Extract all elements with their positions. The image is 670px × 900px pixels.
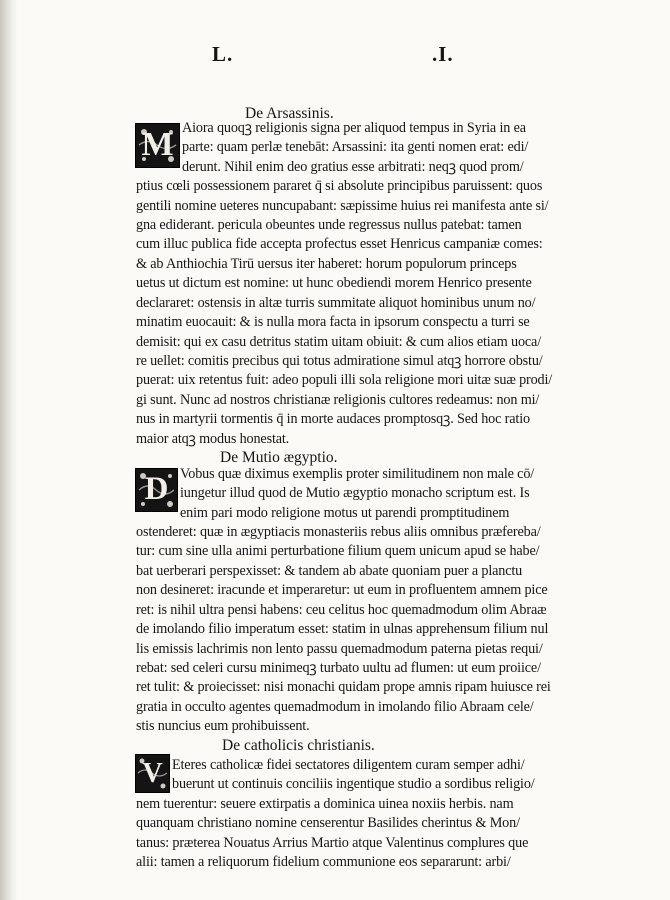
text-line: Aiora quoqꝫ religionis signa per aliquod tempus in Syria in ea (182, 119, 526, 136)
text-line: maior atqꝫ modus honestat. (136, 430, 290, 447)
text-line: bat uerberari perspexisset: & tandem ab abate quoniam puer a planctu (136, 562, 523, 579)
text-line: rebat: sed celeri cursu minimeqꝫ turbato uultu ad flumen: ut eum proiice/ (136, 659, 541, 676)
text-line: ostenderet: quæ in ægyptiacis monasteriis rebus aliis omnibus præfereba/ (136, 524, 541, 540)
text-line: & ab Anthiochia Tirū uersus iter haberet: horum populorum princeps (136, 255, 517, 272)
text-line: minatim euocauit: & is nulla mora facta in ipsorum conspectu a turri se (136, 314, 530, 331)
text-line: gentili nomine ueteres nuncupabant: sæpissime huius rei manifesta ante si/ (136, 197, 549, 214)
text-line: demisit: qui ex casu detritus statim uitam obiuit: & cum alios etiam uoca/ (136, 333, 541, 350)
folio-number: .I. (432, 42, 454, 66)
text-line: de imolando filio imperatum esset: statim in ulnas apprehensum filium nul (136, 621, 549, 638)
text-line: stis nuncius eum prohibuissent. (136, 718, 310, 735)
text-line: non desineret: iracunde et imperaretur: ut eum in profluentem amnem pice (136, 582, 548, 599)
decorated-initial-d (135, 468, 178, 512)
decorated-initial-v (135, 754, 170, 793)
text-line: tur: cum sine ulla animi perturbatione filium quem unicum apud se habe/ (136, 543, 540, 560)
text-line: cum illuc publica fide accepta profectus esset Henricus campaniæ comes: (136, 236, 543, 253)
text-line: alii: tamen a reliquorum fidelium communione eos separarunt: arbi/ (136, 854, 511, 871)
text-line: gi sunt. Nunc ad nostros christianæ religionis cultores redeamus: non mi/ (136, 391, 540, 408)
section-title-catholicis: De catholicis christianis. (222, 736, 375, 754)
text-line: derunt. Nihil enim deo gratius esse arbitrati: neqꝫ quod prom/ (182, 158, 524, 175)
text-line: uetus ut dictum est nomine: ut hunc obediendi morem Henrico presente (136, 275, 532, 292)
text-line: nus in martyrii tormentis q̄ in morte audaces promptosqꝫ. Sed hoc ratio (136, 411, 530, 428)
text-line: parte: quam perlæ tenebāt: Arsassini: ita genti nomen erat: edi/ (182, 139, 529, 156)
section-title-arsassinis: De Arsassinis. (245, 105, 334, 122)
text-line: ptius cœli possessionem pararet q̄ si absolute principibus paruissent: quos (136, 178, 543, 195)
text-line: quanquam christiano nomine censerentur Basilides cherintus & Mon/ (136, 815, 520, 832)
text-line: gratia in occulto agentes quemadmodum in imolando filio Abraam cele/ (136, 698, 534, 715)
text-line: puerat: uix retentus fuit: adeo populi illi sola religione mori uitæ suæ prodi/ (136, 372, 553, 389)
text-line: gna ediderant. pericula obeuntes unde regressus nullus patebat: tamen (136, 217, 522, 233)
initial-letter: V (142, 757, 163, 789)
section-title-mutio: De Mutio ægyptio. (220, 449, 338, 466)
text-line: iungetur illud quod de Mutio ægyptio monacho scriptum est. Is (180, 485, 530, 502)
initial-letter: M (141, 126, 174, 164)
text-line: re uellet: comitis precibus qui totus admiratione simul atqꝫ horrore obstu/ (136, 352, 543, 369)
page-gutter-shadow (0, 0, 18, 900)
text-line: ret: is nihil ultra pensi habens: ceu celitus hoc quemadmodum olim Abraæ (136, 601, 547, 618)
decorated-initial-m (135, 123, 180, 168)
text-line: tanus: præterea Nouatus Arrius Martio atque Valentinus complures que (136, 834, 529, 851)
text-line: Eteres catholicæ fidei sectatores diligentem curam semper adhi/ (172, 757, 525, 773)
running-header-left: L. (212, 42, 234, 66)
text-line: nem tuerentur: seuere extirpatis a dominica uinea noxiis herbis. nam (136, 795, 514, 812)
text-line: Vobus quæ diximus exemplis proter similitudinem non male cō/ (180, 465, 535, 482)
text-line: declararet: ostensis in altæ turris summitate aliquot hominibus unum no/ (136, 294, 536, 311)
text-line: enim pari modo religione motus ut parendi promptitudinem (180, 504, 510, 521)
text-line: lis emissis lachrimis non lento passu quemadmodum paterna pietas requi/ (136, 640, 543, 657)
initial-letter: D (144, 471, 169, 507)
text-line: buerunt ut continuis conciliis ingentique studio a sordibus religio/ (172, 776, 535, 793)
text-line: ret tulit: & proiecisset: nisi monachi quidam prope amnis ripam huiusce rei (136, 679, 551, 696)
